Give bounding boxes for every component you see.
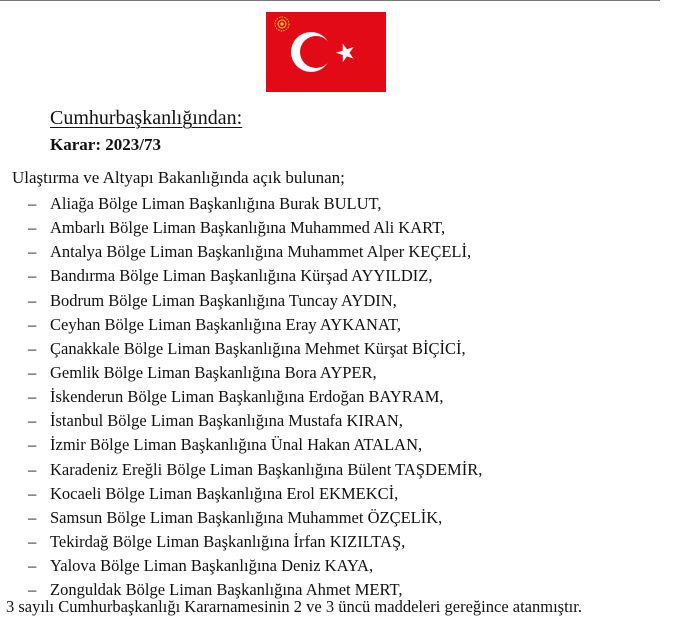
appointment-text: Gemlik Bölge Liman Başkanlığına Bora AYPER, bbox=[50, 362, 377, 382]
appointment-text: Aliağa Bölge Liman Başkanlığına Burak BULUT, bbox=[50, 194, 382, 213]
appointment-list bbox=[28, 192, 482, 602]
list-bullet: – bbox=[28, 580, 37, 600]
list-item bbox=[28, 482, 482, 506]
list-bullet: – bbox=[28, 435, 37, 455]
list-bullet: – bbox=[28, 531, 37, 551]
appointment-text: Tekirdağ Bölge Liman Başkanlığına İrfan KIZILTAŞ, bbox=[50, 531, 406, 551]
appointment-text: Zonguldak Bölge Liman Başkanlığına Ahmet MERT, bbox=[50, 580, 403, 600]
list-item bbox=[28, 385, 482, 409]
list-bullet: – bbox=[28, 483, 37, 503]
list-item bbox=[28, 240, 482, 264]
appointment-text: Karadeniz Ereğli Bölge Liman Başkanlığına Bülent TAŞDEMİR, bbox=[50, 459, 483, 479]
list-item bbox=[28, 530, 482, 554]
list-item bbox=[28, 554, 482, 578]
list-bullet: – bbox=[28, 411, 37, 431]
appointment-text: Samsun Bölge Liman Başkanlığına Muhammet ÖZÇELİK, bbox=[50, 507, 443, 527]
appointment-text: Çanakkale Bölge Liman Başkanlığına Mehmet Kürşat BİÇİCİ, bbox=[50, 338, 466, 358]
list-bullet: – bbox=[28, 387, 37, 407]
list-bullet: – bbox=[28, 507, 37, 527]
appointment-text: İstanbul Bölge Liman Başkanlığına Mustafa KIRAN, bbox=[50, 411, 403, 431]
issuer-heading: Cumhurbaşkanlığından: bbox=[50, 107, 243, 129]
appointment-text: Bodrum Bölge Liman Başkanlığına Tuncay AYDIN, bbox=[50, 290, 397, 310]
list-item bbox=[28, 289, 482, 313]
appointment-text: Ceyhan Bölge Liman Başkanlığına Eray AYKANAT, bbox=[50, 314, 402, 334]
list-item bbox=[28, 433, 482, 457]
list-item bbox=[28, 506, 482, 530]
list-item bbox=[28, 216, 482, 240]
list-bullet: – bbox=[28, 362, 37, 382]
list-item bbox=[28, 192, 482, 216]
appointment-text: Bandırma Bölge Liman Başkanlığına Kürşad AYYILDIZ, bbox=[50, 266, 433, 286]
list-item bbox=[28, 313, 482, 337]
closing-statement: 3 sayılı Cumhurbaşkanlığı Kararnamesinin 2 ve 3 üncü maddeleri gereğince atanmıştır. bbox=[6, 597, 582, 616]
appointment-text: Antalya Bölge Liman Başkanlığına Muhammet Alper KEÇELİ, bbox=[50, 242, 472, 262]
list-bullet: – bbox=[28, 556, 37, 576]
decree-number: Karar: 2023/73 bbox=[50, 135, 161, 154]
intro-text: Ulaştırma ve Altyapı Bakanlığında açık bulunan; bbox=[12, 168, 345, 187]
appointment-text: İzmir Bölge Liman Başkanlığına Ünal Hakan ATALAN, bbox=[50, 435, 423, 455]
appointment-text: Kocaeli Bölge Liman Başkanlığına Erol EKMEKCİ, bbox=[50, 483, 399, 503]
list-item bbox=[28, 337, 482, 361]
list-item bbox=[28, 409, 482, 433]
list-item bbox=[28, 361, 482, 385]
list-bullet: – bbox=[28, 266, 37, 286]
list-bullet: – bbox=[28, 314, 37, 334]
list-bullet: – bbox=[28, 290, 37, 310]
list-bullet: – bbox=[28, 459, 37, 479]
appointment-text: İskenderun Bölge Liman Başkanlığına Erdoğan BAYRAM, bbox=[50, 387, 444, 407]
list-bullet: – bbox=[28, 194, 37, 213]
list-bullet: – bbox=[28, 338, 37, 358]
list-bullet: – bbox=[28, 242, 37, 262]
list-bullet: – bbox=[28, 218, 37, 238]
appointment-text: Ambarlı Bölge Liman Başkanlığına Muhammed Ali KART, bbox=[50, 218, 446, 238]
list-item bbox=[28, 458, 482, 482]
top-rule bbox=[0, 0, 660, 1]
turkish-flag-icon bbox=[266, 12, 386, 92]
list-item bbox=[28, 264, 482, 288]
appointment-text: Yalova Bölge Liman Başkanlığına Deniz KAYA, bbox=[50, 556, 374, 576]
